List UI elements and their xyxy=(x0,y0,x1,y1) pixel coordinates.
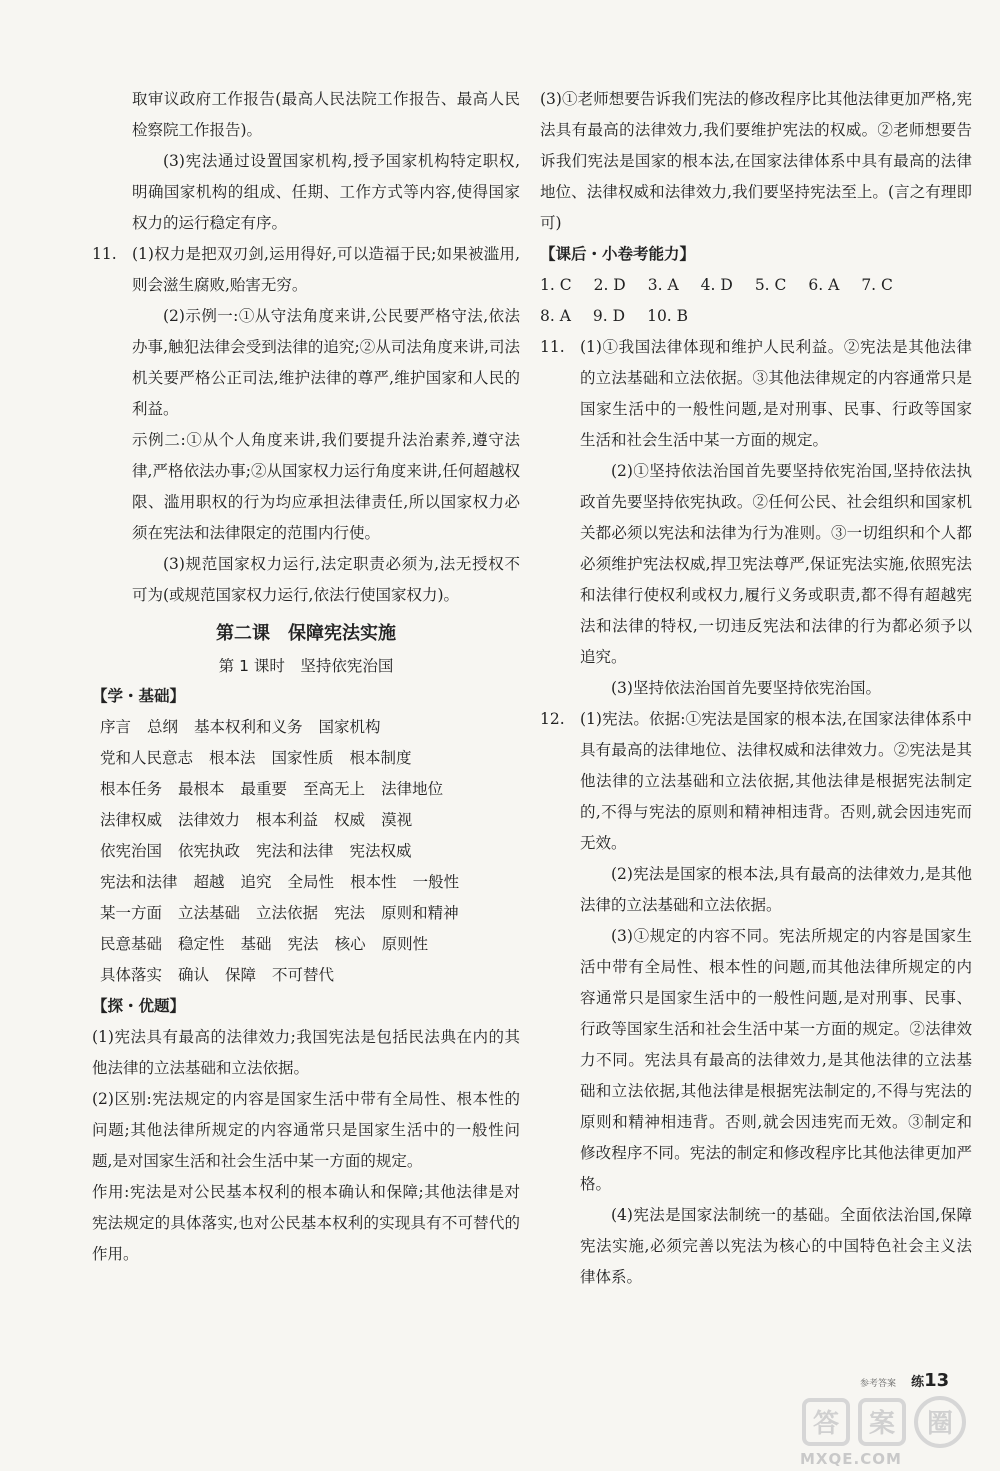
keyword: 全局性 xyxy=(287,873,335,891)
keyword: 具体落实 xyxy=(100,966,163,984)
answer-text: (1)宪法。依据:①宪法是国家的根本法,在国家法律体系中具有最高的法律地位、法律权威和法律效力。②宪法是其他法律的立法基础和立法依据,其他法律是根据宪法制定的,不得与宪法的原则和精神相违背。否则,就会因违宪而无效。 xyxy=(580,710,972,852)
answer-text: 作用:宪法是对公民基本权利的根本确认和保障;其他法律是对宪法规定的具体落实,也对公民基本权利的实现具有不可替代的作用。 xyxy=(92,1183,520,1263)
lesson-subtitle: 第 1 课时 坚持依宪治国 xyxy=(218,657,394,675)
keyword-row xyxy=(92,929,520,960)
choice-answer: 5. C xyxy=(754,276,787,294)
keyword: 保障 xyxy=(225,966,257,984)
keyword: 根本任务 xyxy=(100,780,163,798)
keyword-row xyxy=(92,743,520,774)
section-header-after-class: 【课后・小卷考能力】 xyxy=(540,245,696,263)
keyword-list xyxy=(92,712,520,991)
keyword: 至高无上 xyxy=(303,780,366,798)
right-column xyxy=(540,84,972,1293)
question-12-answer xyxy=(540,704,972,1293)
keyword: 法律权威 xyxy=(100,811,163,829)
keyword: 依宪治国 xyxy=(100,842,163,860)
answer-text: (1)宪法具有最高的法律效力;我国宪法是包括民法典在内的其他法律的立法基础和立法依据。 xyxy=(92,1028,520,1077)
answer-text: (3)规范国家权力运行,法定职责必须为,法无授权不可为(或规范国家权力运行,依法行使国家权力)。 xyxy=(132,555,520,604)
answer-text: (2)示例一:①从守法角度来讲,公民要严格守法,依法办事,触犯法律会受到法律的追究;②从司法角度来讲,司法机关要严格公正司法,维护法律的尊严,维护国家和人民的利益。 xyxy=(132,307,520,418)
answer-text: (3)坚持依法治国首先要坚持依宪治国。 xyxy=(611,679,881,697)
answer-text: (2)区别:宪法规定的内容是国家生活中带有全局性、根本性的问题;其他法律所规定的内容通常只是国家生活中的一般性问题,是对国家生活和社会生活中某一方面的规定。 xyxy=(92,1090,520,1170)
keyword: 国家性质 xyxy=(271,749,334,767)
keyword: 总纲 xyxy=(147,718,179,736)
answer-text: (4)宪法是国家法制统一的基础。全面依法治国,保障宪法实施,必须完善以宪法为核心的中国特色社会主义法律体系。 xyxy=(580,1206,972,1286)
answer-text: (1)①我国法律体现和维护人民利益。②宪法是其他法律的立法基础和立法依据。③其他法律规定的内容通常只是国家生活中的一般性问题,是对刑事、民事、行政等国家生活和社会生活中某一方面的规定。 xyxy=(580,338,972,449)
keyword-row xyxy=(92,774,520,805)
keyword: 超越 xyxy=(193,873,225,891)
keyword: 国家机构 xyxy=(318,718,381,736)
keyword: 原则和精神 xyxy=(381,904,459,922)
keyword: 漠视 xyxy=(381,811,413,829)
lesson-title: 第二课 保障宪法实施 xyxy=(216,623,396,644)
keyword: 原则性 xyxy=(381,935,429,953)
section-header-learn: 【学・基础】 xyxy=(92,687,186,705)
reference-answer-label: 参考答案 xyxy=(860,1379,897,1389)
keyword: 确认 xyxy=(178,966,210,984)
keyword: 根本利益 xyxy=(256,811,319,829)
keyword: 法律地位 xyxy=(381,780,444,798)
keyword: 立法依据 xyxy=(256,904,319,922)
choice-answer: 10. B xyxy=(647,307,689,325)
keyword-row xyxy=(92,898,520,929)
svg-text:答: 答 xyxy=(812,1409,840,1439)
keyword: 根本性 xyxy=(350,873,397,891)
watermark-text: MXQE.COM xyxy=(800,1450,902,1468)
answer-text: (2)宪法是国家的根本法,具有最高的法律效力,是其他法律的立法基础和立法依据。 xyxy=(580,865,972,914)
answer-text: (1)权力是把双刃剑,运用得好,可以造福于民;如果被滥用,则会滋生腐败,贻害无穷。 xyxy=(132,245,520,294)
page-number xyxy=(911,1370,949,1391)
question-11-answer xyxy=(92,239,520,611)
keyword-row xyxy=(92,712,520,743)
keyword: 一般性 xyxy=(412,873,460,891)
keyword: 法律效力 xyxy=(178,811,241,829)
keyword-row xyxy=(92,805,520,836)
middle-column xyxy=(92,84,520,1270)
choice-answers-row xyxy=(540,270,972,301)
keyword: 民意基础 xyxy=(100,935,163,953)
answer-text: (2)①坚持依法治国首先要坚持依宪治国,坚持依法执政首先要坚持依宪执政。②任何公民、社会组织和国家机关都必须以宪法和法律为行为准则。③一切组织和个人都必须维护宪法权威,捍卫宪法尊严,保证宪法实施,依照宪法和法律行使权利或权力,履行义务或职责,都不得有超越宪法和法律的特权,一切违反宪法和法律的行为都必须予以追究。 xyxy=(580,462,972,666)
keyword: 宪法和法律 xyxy=(256,842,334,860)
answer-text: 取审议政府工作报告(最高人民法院工作报告、最高人民检察院工作报告)。 xyxy=(132,90,520,139)
watermark xyxy=(790,1392,990,1467)
choice-answer: 1. C xyxy=(540,276,572,294)
keyword: 序言 xyxy=(100,718,132,736)
choice-answer: 3. A xyxy=(647,276,679,294)
keyword: 稳定性 xyxy=(178,935,225,953)
question-11-answer xyxy=(540,332,972,704)
answer-text: 示例二:①从个人角度来讲,我们要提升法治素养,遵守法律,严格依法办事;②从国家权力运行角度来讲,任何超越权限、滥用职权的行为均应承担法律责任,所以国家权力必须在宪法和法律限定的范围内行使。 xyxy=(132,431,520,542)
choice-answer: 2. D xyxy=(593,276,626,294)
choice-answer: 7. C xyxy=(861,276,893,294)
page-prefix: 练 xyxy=(911,1375,925,1390)
keyword-row xyxy=(92,836,520,867)
keyword: 不可替代 xyxy=(272,966,335,984)
keyword: 立法基础 xyxy=(178,904,241,922)
section-header-explore: 【探・优题】 xyxy=(92,997,186,1015)
svg-text:圈: 圈 xyxy=(926,1409,954,1439)
keyword: 追究 xyxy=(240,873,272,891)
page-footer xyxy=(860,1370,949,1391)
keyword: 最重要 xyxy=(240,780,288,798)
keyword: 党和人民意志 xyxy=(100,749,194,767)
keyword-row xyxy=(92,960,520,991)
keyword: 权威 xyxy=(334,811,366,829)
keyword: 最根本 xyxy=(178,780,225,798)
continued-answer xyxy=(92,84,520,239)
answer-text: (3)①规定的内容不同。宪法所规定的内容是国家生活中带有全局性、根本性的问题,而其他法律所规定的内容通常只是国家生活中的一般性问题,是对刑事、民事、行政等国家生活和社会生活中某一方面的规定。②法律效力不同。宪法具有最高的法律效力,是其他法律的立法基础和立法依据,其他法律是根据宪法制定的,不得与宪法的原则和精神相违背。否则,就会因违宪而无效。③制定和修改程序不同。宪法的制定和修改程序比其他法律更加严格。 xyxy=(580,927,972,1193)
answer-text: (3)宪法通过设置国家机构,授予国家机构特定职权,明确国家机构的组成、任期、工作方式等内容,使得国家权力的运行稳定有序。 xyxy=(132,152,520,232)
question-number: 12. xyxy=(540,710,565,728)
keyword: 根本法 xyxy=(209,749,256,767)
watermark-logo-icon xyxy=(790,1392,990,1452)
question-number: 11. xyxy=(540,338,565,356)
keyword: 某一方面 xyxy=(100,904,163,922)
choice-answer: 8. A xyxy=(540,307,571,325)
keyword: 宪法 xyxy=(334,904,366,922)
choice-answer: 4. D xyxy=(700,276,733,294)
page-number-value: 13 xyxy=(924,1370,950,1391)
keyword: 宪法 xyxy=(287,935,319,953)
keyword: 宪法和法律 xyxy=(100,873,178,891)
choice-answer: 9. D xyxy=(592,307,626,325)
choice-answer: 6. A xyxy=(808,276,840,294)
keyword: 依宪执政 xyxy=(178,842,241,860)
keyword: 核心 xyxy=(334,935,366,953)
choice-answers-row xyxy=(540,301,972,332)
question-number: 11. xyxy=(92,245,117,263)
keyword: 基础 xyxy=(240,935,272,953)
svg-text:案: 案 xyxy=(868,1409,896,1439)
keyword: 基本权利和义务 xyxy=(194,718,303,736)
keyword: 宪法权威 xyxy=(349,842,412,860)
keyword: 根本制度 xyxy=(349,749,412,767)
answer-text: (3)①老师想要告诉我们宪法的修改程序比其他法律更加严格,宪法具有最高的法律效力,我们要维护宪法的权威。②老师想要告诉我们宪法是国家的根本法,在国家法律体系中具有最高的法律地位、法律权威和法律效力,我们要坚持宪法至上。(言之有理即可) xyxy=(540,90,972,232)
keyword-row xyxy=(92,867,520,898)
